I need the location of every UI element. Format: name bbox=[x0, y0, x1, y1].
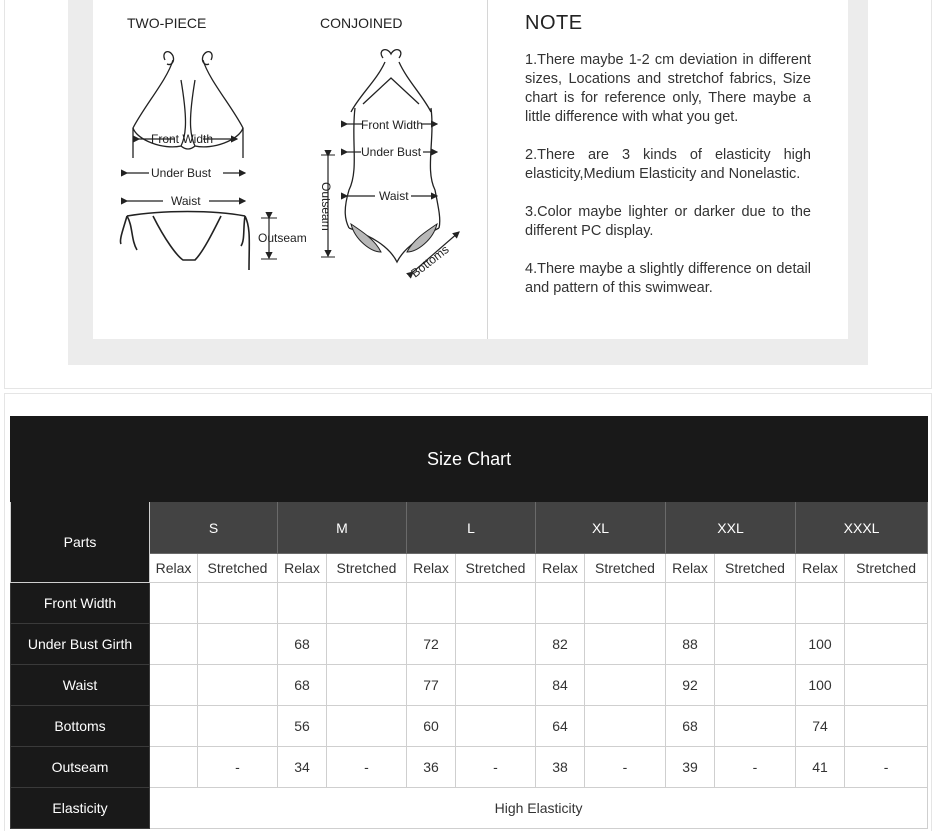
table-cell bbox=[327, 583, 407, 624]
table-cell bbox=[150, 706, 198, 747]
note-list bbox=[525, 51, 811, 317]
table-cell: 100 bbox=[796, 624, 845, 665]
table-cell: 60 bbox=[407, 706, 456, 747]
stretched-header: Stretched bbox=[327, 554, 407, 583]
two-piece-outseam-label: Outseam bbox=[258, 231, 307, 245]
conjoined-under-bust-label: Under Bust bbox=[361, 145, 422, 159]
note-item: 1.There maybe 1-2 cm deviation in different sizes, Locations and stretchof fabrics, Size chart is for reference only, There maybe a little difference with what you get. bbox=[525, 52, 811, 125]
size-header-l: L bbox=[407, 502, 536, 554]
table-cell bbox=[198, 583, 278, 624]
relax-header: Relax bbox=[536, 554, 585, 583]
table-row-outseam bbox=[11, 747, 928, 788]
table-cell bbox=[407, 583, 456, 624]
stretched-header: Stretched bbox=[585, 554, 666, 583]
row-label: Front Width bbox=[11, 583, 150, 624]
size-header-xxxl: XXXL bbox=[796, 502, 928, 554]
table-cell bbox=[456, 583, 536, 624]
table-cell bbox=[150, 624, 198, 665]
relax-header: Relax bbox=[666, 554, 715, 583]
table-cell bbox=[198, 706, 278, 747]
parts-header: Parts bbox=[11, 502, 150, 583]
table-cell bbox=[715, 624, 796, 665]
row-label: Waist bbox=[11, 665, 150, 706]
table-cell bbox=[585, 665, 666, 706]
table-cell: 64 bbox=[536, 706, 585, 747]
size-header-xl: XL bbox=[536, 502, 666, 554]
size-header-xxl: XXL bbox=[666, 502, 796, 554]
relax-header: Relax bbox=[278, 554, 327, 583]
table-cell bbox=[845, 624, 928, 665]
table-cell bbox=[150, 665, 198, 706]
stretched-header: Stretched bbox=[715, 554, 796, 583]
stretched-header: Stretched bbox=[845, 554, 928, 583]
conjoined-front-width-label: Front Width bbox=[361, 118, 424, 132]
row-label: Elasticity bbox=[11, 788, 150, 829]
table-cell bbox=[198, 624, 278, 665]
table-cell bbox=[198, 665, 278, 706]
table-cell bbox=[536, 583, 585, 624]
table-cell bbox=[456, 665, 536, 706]
note-item: 4.There maybe a slightly difference on detail and pattern of this swimwear. bbox=[525, 261, 811, 296]
table-cell bbox=[327, 624, 407, 665]
stretched-header: Stretched bbox=[198, 554, 278, 583]
conjoined-outseam-label: Outseam bbox=[319, 182, 333, 231]
relax-header: Relax bbox=[796, 554, 845, 583]
table-row-bottoms bbox=[11, 706, 928, 747]
table-row-elasticity bbox=[11, 788, 928, 829]
row-label: Bottoms bbox=[11, 706, 150, 747]
table-cell: 38 bbox=[536, 747, 585, 788]
table-cell: 74 bbox=[796, 706, 845, 747]
table-cell bbox=[150, 583, 198, 624]
note-title: NOTE bbox=[525, 12, 583, 34]
stretched-header: Stretched bbox=[456, 554, 536, 583]
table-cell bbox=[845, 583, 928, 624]
table-cell bbox=[327, 706, 407, 747]
card-divider bbox=[487, 0, 488, 339]
elasticity-value: High Elasticity bbox=[150, 788, 928, 829]
two-piece-front-width-label: Front Width bbox=[151, 132, 214, 146]
table-cell: 56 bbox=[278, 706, 327, 747]
table-row-under-bust-girth bbox=[11, 624, 928, 665]
table-cell bbox=[715, 706, 796, 747]
two-piece-waist-label: Waist bbox=[171, 194, 201, 208]
table-cell bbox=[327, 665, 407, 706]
table-cell bbox=[456, 624, 536, 665]
table-cell bbox=[585, 583, 666, 624]
size-chart-table bbox=[10, 416, 928, 829]
relax-header: Relax bbox=[150, 554, 198, 583]
table-cell: 41 bbox=[796, 747, 845, 788]
table-cell: 82 bbox=[536, 624, 585, 665]
table-cell bbox=[150, 747, 198, 788]
table-cell bbox=[585, 706, 666, 747]
size-chart-title: Size Chart bbox=[11, 417, 928, 502]
table-cell: 68 bbox=[278, 665, 327, 706]
table-cell: - bbox=[585, 747, 666, 788]
table-cell bbox=[845, 665, 928, 706]
table-cell: 39 bbox=[666, 747, 715, 788]
row-label: Outseam bbox=[11, 747, 150, 788]
table-cell: 92 bbox=[666, 665, 715, 706]
table-cell bbox=[845, 706, 928, 747]
table-cell: 77 bbox=[407, 665, 456, 706]
size-header-m: M bbox=[278, 502, 407, 554]
conjoined-title: CONJOINED bbox=[320, 15, 403, 31]
table-row-waist bbox=[11, 665, 928, 706]
conjoined-waist-label: Waist bbox=[379, 189, 409, 203]
table-cell: 72 bbox=[407, 624, 456, 665]
table-cell: 34 bbox=[278, 747, 327, 788]
note-item: 2.There are 3 kinds of elasticity high elasticity,Medium Elasticity and Nonelastic. bbox=[525, 147, 811, 182]
table-cell: - bbox=[715, 747, 796, 788]
note-item: 3.Color maybe lighter or darker due to the different PC display. bbox=[525, 204, 811, 239]
conjoined-bottoms-label: Bottoms bbox=[408, 242, 452, 281]
table-cell bbox=[715, 665, 796, 706]
table-cell: - bbox=[327, 747, 407, 788]
two-piece-under-bust-label: Under Bust bbox=[151, 166, 212, 180]
two-piece-title: TWO-PIECE bbox=[127, 15, 207, 31]
size-header-s: S bbox=[150, 502, 278, 554]
table-cell: - bbox=[845, 747, 928, 788]
row-label: Under Bust Girth bbox=[11, 624, 150, 665]
table-cell: - bbox=[456, 747, 536, 788]
table-cell bbox=[666, 583, 715, 624]
table-cell bbox=[796, 583, 845, 624]
table-cell: 68 bbox=[666, 706, 715, 747]
table-cell: 88 bbox=[666, 624, 715, 665]
table-cell: 68 bbox=[278, 624, 327, 665]
table-cell bbox=[715, 583, 796, 624]
table-cell: 100 bbox=[796, 665, 845, 706]
two-piece-bottom-drawing bbox=[120, 212, 249, 271]
table-row-front-width bbox=[11, 583, 928, 624]
table-cell: 36 bbox=[407, 747, 456, 788]
table-cell bbox=[585, 624, 666, 665]
table-cell bbox=[278, 583, 327, 624]
relax-header: Relax bbox=[407, 554, 456, 583]
measurement-diagram bbox=[93, 0, 487, 339]
table-cell: 84 bbox=[536, 665, 585, 706]
table-cell bbox=[456, 706, 536, 747]
table-cell: - bbox=[198, 747, 278, 788]
